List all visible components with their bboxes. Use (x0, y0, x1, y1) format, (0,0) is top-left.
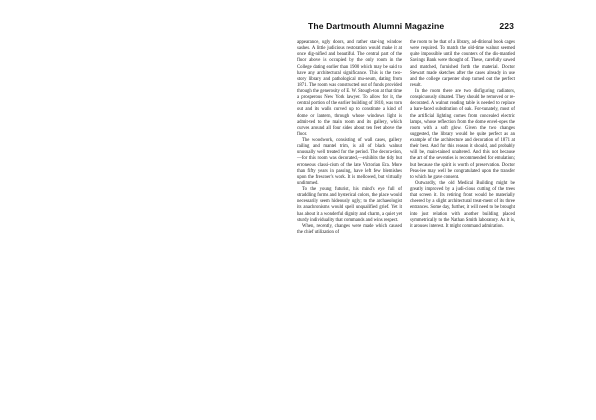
paragraph: the room to be that of a library, ad-ditional book cages were required. To match the old-time walnut seemed quite impossible until the counters of the dis-mantled Savings Bank were thought of. These, carefully sawed and matched, furnished forth the material. Doctor Stewart made sketches after the cases already in use and the college carpenter shop turned out the perfect result. (410, 40, 515, 88)
right-column (410, 40, 515, 230)
paragraph: In the room there are two disfiguring radiators, conspicuously situated. They should be removed or re-decorated. A walnut reading table is needed to replace a bare-faced substitution of oak. For-tunately, most of the artificial lighting comes from concealed electric lamps, whose reflection from the dome envel-opes the room with a soft glow. Given the two changes suggested, the library would be quite perfect as an example of the architecture and decoration of 1871 at their best. And for this reason it should, and probably will be, main-tained unaltered. And this not because the art of the seventies is recommended for emulation; but because the spirit is worth of preservation. Doctor Peas-lee may well be congratulated upon the transfer to which he gave consent. (410, 89, 515, 180)
paragraph: When, recently, changes were made which caused the chief utilization of (297, 223, 402, 235)
paragraph: The woodwork, consisting of wall cases, gallery railing and mantel trim, is all of black walnut unusually well treated for the period. The decora-tion,—for this room was decorated,—exhibits the tidy but erroneous classi-cism of the late Victorian Era. More than fifty years in passing, have left few blemishes upon the frescoer's work. It is mellowed, but virtually undimmed. (297, 138, 402, 186)
magazine-title: The Dartmouth Alumni Magazine (308, 21, 445, 31)
paragraph: appearance, ugly doors, and rather star-ing window sashes. A little judicious restoration would make it at once dig-nified and beautiful. The central part of the floor above is occupied by the only room in the College dating earlier than 1900 which may be said to have any architectural significance. This is the two-story library and pathological mu-seum, dating from 1871. The room was constructed out of funds provided through the generosity of E. W. Stough-ton at that time a prosperous New York lawyer. To allow for it, the central portion of the earlier building of 1810, was torn out and its walls curved up to constitute a kind of dome or lantern, through whose windows light is admit-ted to the main room and its gallery, which curves around all four sides about ten feet above the floor. (297, 40, 402, 137)
page-number: 223 (499, 21, 514, 31)
running-header (296, 21, 514, 33)
paragraph: Outwardly, the old Medical Building might be greatly improved by a judi-cious cutting of the trees that screen it. Its retiring front would be materially cheered by a slight architectural treat-ment of its three entrances. Some day, further, it will need to be brought into just relation with another building placed symmetrically to the Nathan Smith laboratory. As it is, it arouses interest. It might command admiration. (410, 180, 515, 229)
paragraph: To the young futurist, his mind's eye full of straddling forms and hysterical colors, the place would necessarily seem hideously ugly; to the archaeologist its anachronisms would spell unqualified grief. Yet it has about it a wonderful dignity and charm, a quiet yet sturdy individuality that commands and wins respect. (297, 187, 402, 223)
left-column (297, 40, 402, 236)
